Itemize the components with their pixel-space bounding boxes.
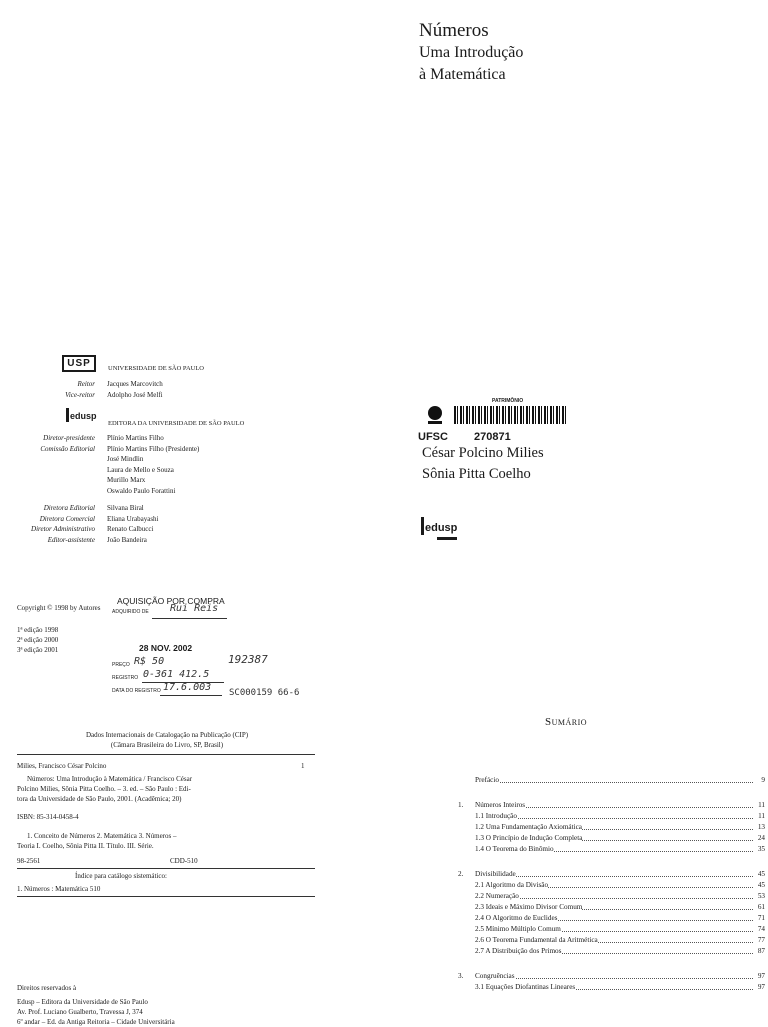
rights-heading: Direitos reservados à xyxy=(17,984,77,992)
copyright-line: Copyright © 1998 by Autores xyxy=(17,604,101,612)
stamp-row: PREÇO R$ 50 xyxy=(112,656,165,668)
rights-line: Edusp – Editora da Universidade de São Paulo xyxy=(17,998,148,1006)
toc-entry-page: 61 xyxy=(757,903,765,911)
stamp-title: AQUISIÇÃO POR COMPRA xyxy=(117,596,225,606)
handwritten-number: 192387 xyxy=(228,653,268,666)
toc-list xyxy=(458,775,765,1024)
toc-entry-page: 53 xyxy=(757,892,765,900)
toc-entry-label: Prefácio xyxy=(475,776,499,784)
toc-entry-label: 1.1 Introdução xyxy=(475,812,517,820)
patrimonio-label: PATRIMÔNIO xyxy=(492,398,524,404)
edition-item: 3ª edição 2001 xyxy=(17,646,59,654)
edusp-name: EDITORA DA UNIVERSIDADE DE SÃO PAULO xyxy=(108,420,245,427)
toc-entry-label: 2.4 O Algoritmo de Euclides xyxy=(475,914,558,922)
cip-code-right: CDD-510 xyxy=(170,857,198,865)
stamp-date: 28 NOV. 2002 xyxy=(139,643,193,653)
edition-item: 2ª edição 2000 xyxy=(17,636,59,644)
handwritten-code: SC000159 66-6 xyxy=(229,688,300,698)
board-row: Diretor-presidente Plínio Martins Filho xyxy=(43,434,164,442)
edition-item: 1ª edição 1998 xyxy=(17,626,59,634)
author-2: Sônia Pitta Coelho xyxy=(422,466,531,482)
toc-entry xyxy=(458,971,765,982)
board-row: Murillo Marx xyxy=(107,476,146,484)
toc-entry-label: Divisibilidade xyxy=(475,870,516,878)
toc-entry-label: 2.7 A Distribuição dos Primos xyxy=(475,947,562,955)
toc-entry xyxy=(458,880,765,891)
book-title xyxy=(419,20,523,86)
board-row: Comissão Editorial Plínio Martins Filho (Presidente) xyxy=(40,444,200,453)
staff-row: Editor-assistente João Bandeira xyxy=(47,535,147,544)
toc-entry-page: 45 xyxy=(757,870,765,878)
stamp-row: ADQUIRIDO DE Rui Reis xyxy=(112,603,219,615)
staff-row: Diretor Administrativo Renato Calbucci xyxy=(31,525,154,533)
toc-entry-page: 97 xyxy=(757,972,765,980)
board-list xyxy=(17,433,277,496)
cip-block xyxy=(17,730,317,893)
edition-list xyxy=(17,625,58,655)
toc-entry-label: 2.1 Algoritmo da Divisão xyxy=(475,881,549,889)
cip-subjects: 1. Conceito de Números 2. Matemática 3. Números – Teoria I. Coelho, Sônia Pitta II. Título. III. Série. xyxy=(17,832,177,850)
barcode xyxy=(454,406,566,424)
toc-entry-label: Números Inteiros xyxy=(475,801,526,809)
toc-entry-page: 24 xyxy=(757,834,765,842)
toc-entry xyxy=(458,902,765,913)
rector-row: Vice-reitor Adolpho José Melfi xyxy=(65,390,163,399)
stamp-row: DATA DO REGISTRO 17.6.003 xyxy=(112,682,212,694)
rector-row: Reitor Jacques Marcovitch xyxy=(77,380,163,388)
stamp-row: REGISTRO 0-361 412.5 xyxy=(112,669,210,681)
board-row: José Mindlin xyxy=(107,455,144,463)
toc-entry-page: 11 xyxy=(758,801,765,809)
author-1: César Polcino Milies xyxy=(422,445,544,461)
toc-entry xyxy=(458,935,765,946)
toc-entry xyxy=(458,800,765,811)
toc-entry xyxy=(458,833,765,844)
university-name: UNIVERSIDADE DE SÃO PAULO xyxy=(108,365,204,372)
toc-entry-number: 1. xyxy=(458,801,464,809)
cip-code-left: 98-2561 xyxy=(17,857,41,865)
board-row: Oswaldo Paulo Forattini xyxy=(107,486,176,495)
title-line-3: à Matemática xyxy=(419,66,506,83)
toc-entry xyxy=(458,844,765,855)
rector-list xyxy=(17,379,277,400)
cip-volume-mark: 1 xyxy=(301,762,305,770)
edusp-logo-author: edusp xyxy=(421,517,457,535)
authors xyxy=(422,443,544,485)
toc-entry xyxy=(458,982,765,993)
toc-entry xyxy=(458,869,765,880)
toc-entry-label: 2.2 Numeração xyxy=(475,892,519,900)
toc-entry-number: 3. xyxy=(458,972,464,980)
toc-entry-label: 3.1 Equações Diofantinas Lineares xyxy=(475,983,576,991)
staff-list xyxy=(17,503,277,545)
toc-entry-label: 1.2 Uma Fundamentação Axiomática xyxy=(475,823,582,831)
toc-entry-page: 77 xyxy=(757,936,765,944)
toc-entry-page: 71 xyxy=(757,914,765,922)
toc-entry-page: 9 xyxy=(761,776,765,784)
toc-entry-label: 1.3 O Princípio de Indução Completa xyxy=(475,834,583,842)
toc-entry xyxy=(458,891,765,902)
ufsc-seal-icon xyxy=(426,404,444,426)
staff-row: Diretora Comercial Eliana Urabayashi xyxy=(39,514,159,523)
toc-title: Sumário xyxy=(545,716,588,728)
toc-entry-page: 13 xyxy=(757,823,765,831)
cip-heading: Dados Internacionais de Catalogação na Publicação (CIP) xyxy=(85,731,249,739)
toc-entry xyxy=(458,775,765,786)
register-number: 270871 xyxy=(474,431,511,443)
toc-entry-page: 87 xyxy=(757,947,765,955)
title-line-2: Uma Introdução xyxy=(419,44,524,61)
cip-author: Milies, Francisco César Polcino xyxy=(17,762,107,770)
acquisition-stamp xyxy=(112,596,312,700)
toc-entry-label: 1.4 O Teorema do Binômio xyxy=(475,845,554,853)
toc-entry-label: Congruências xyxy=(475,972,515,980)
title-line-1: Números xyxy=(419,20,489,41)
toc-entry xyxy=(458,811,765,822)
cip-description: Números: Uma Introdução à Matemática / Francisco César Polcino Milies, Sônia Pitta Coelho. – 3. ed. – São Paulo : Edi- tora da Universidade de São Paulo, 2001. (Acadêmica; 20) xyxy=(17,775,193,803)
toc-entry-page: 35 xyxy=(757,845,765,853)
toc-entry-page: 97 xyxy=(757,983,765,991)
toc-entry-page: 11 xyxy=(758,812,765,820)
rights-line: Av. Prof. Luciano Gualberto, Travessa J, 374 xyxy=(17,1008,143,1016)
toc-entry xyxy=(458,822,765,833)
board-row: Laura de Mello e Souza xyxy=(107,465,174,474)
toc-entry-number: 2. xyxy=(458,870,464,878)
toc-entry xyxy=(458,913,765,924)
rights-line: 6º andar – Ed. da Antiga Reitoria – Cidade Universitária xyxy=(17,1018,175,1026)
toc-entry-page: 45 xyxy=(757,881,765,889)
staff-row: Diretora Editorial Silvana Biral xyxy=(43,504,144,512)
usp-logo: USP xyxy=(62,355,96,372)
cip-subheading: (Câmara Brasileira do Livro, SP, Brasil) xyxy=(110,741,224,749)
ufsc-label: UFSC xyxy=(418,431,448,443)
edusp-logo: edusp xyxy=(66,408,97,422)
toc-entry-label: 2.3 Ideais e Máximo Divisor Comum xyxy=(475,903,583,911)
toc-entry-label: 2.5 Mínimo Múltiplo Comum xyxy=(475,925,561,933)
toc-entry-page: 74 xyxy=(757,925,765,933)
toc-entry xyxy=(458,946,765,957)
toc-entry-label: 2.6 O Teorema Fundamental da Aritmética xyxy=(475,936,598,944)
toc-entry xyxy=(458,924,765,935)
cip-isbn: ISBN: 85-314-0458-4 xyxy=(17,813,79,821)
cip-index-heading: Índice para catálogo sistemático: xyxy=(75,872,167,880)
rights-block xyxy=(17,983,175,1027)
cip-index-entry: 1. Números : Matemática 510 xyxy=(17,885,101,893)
